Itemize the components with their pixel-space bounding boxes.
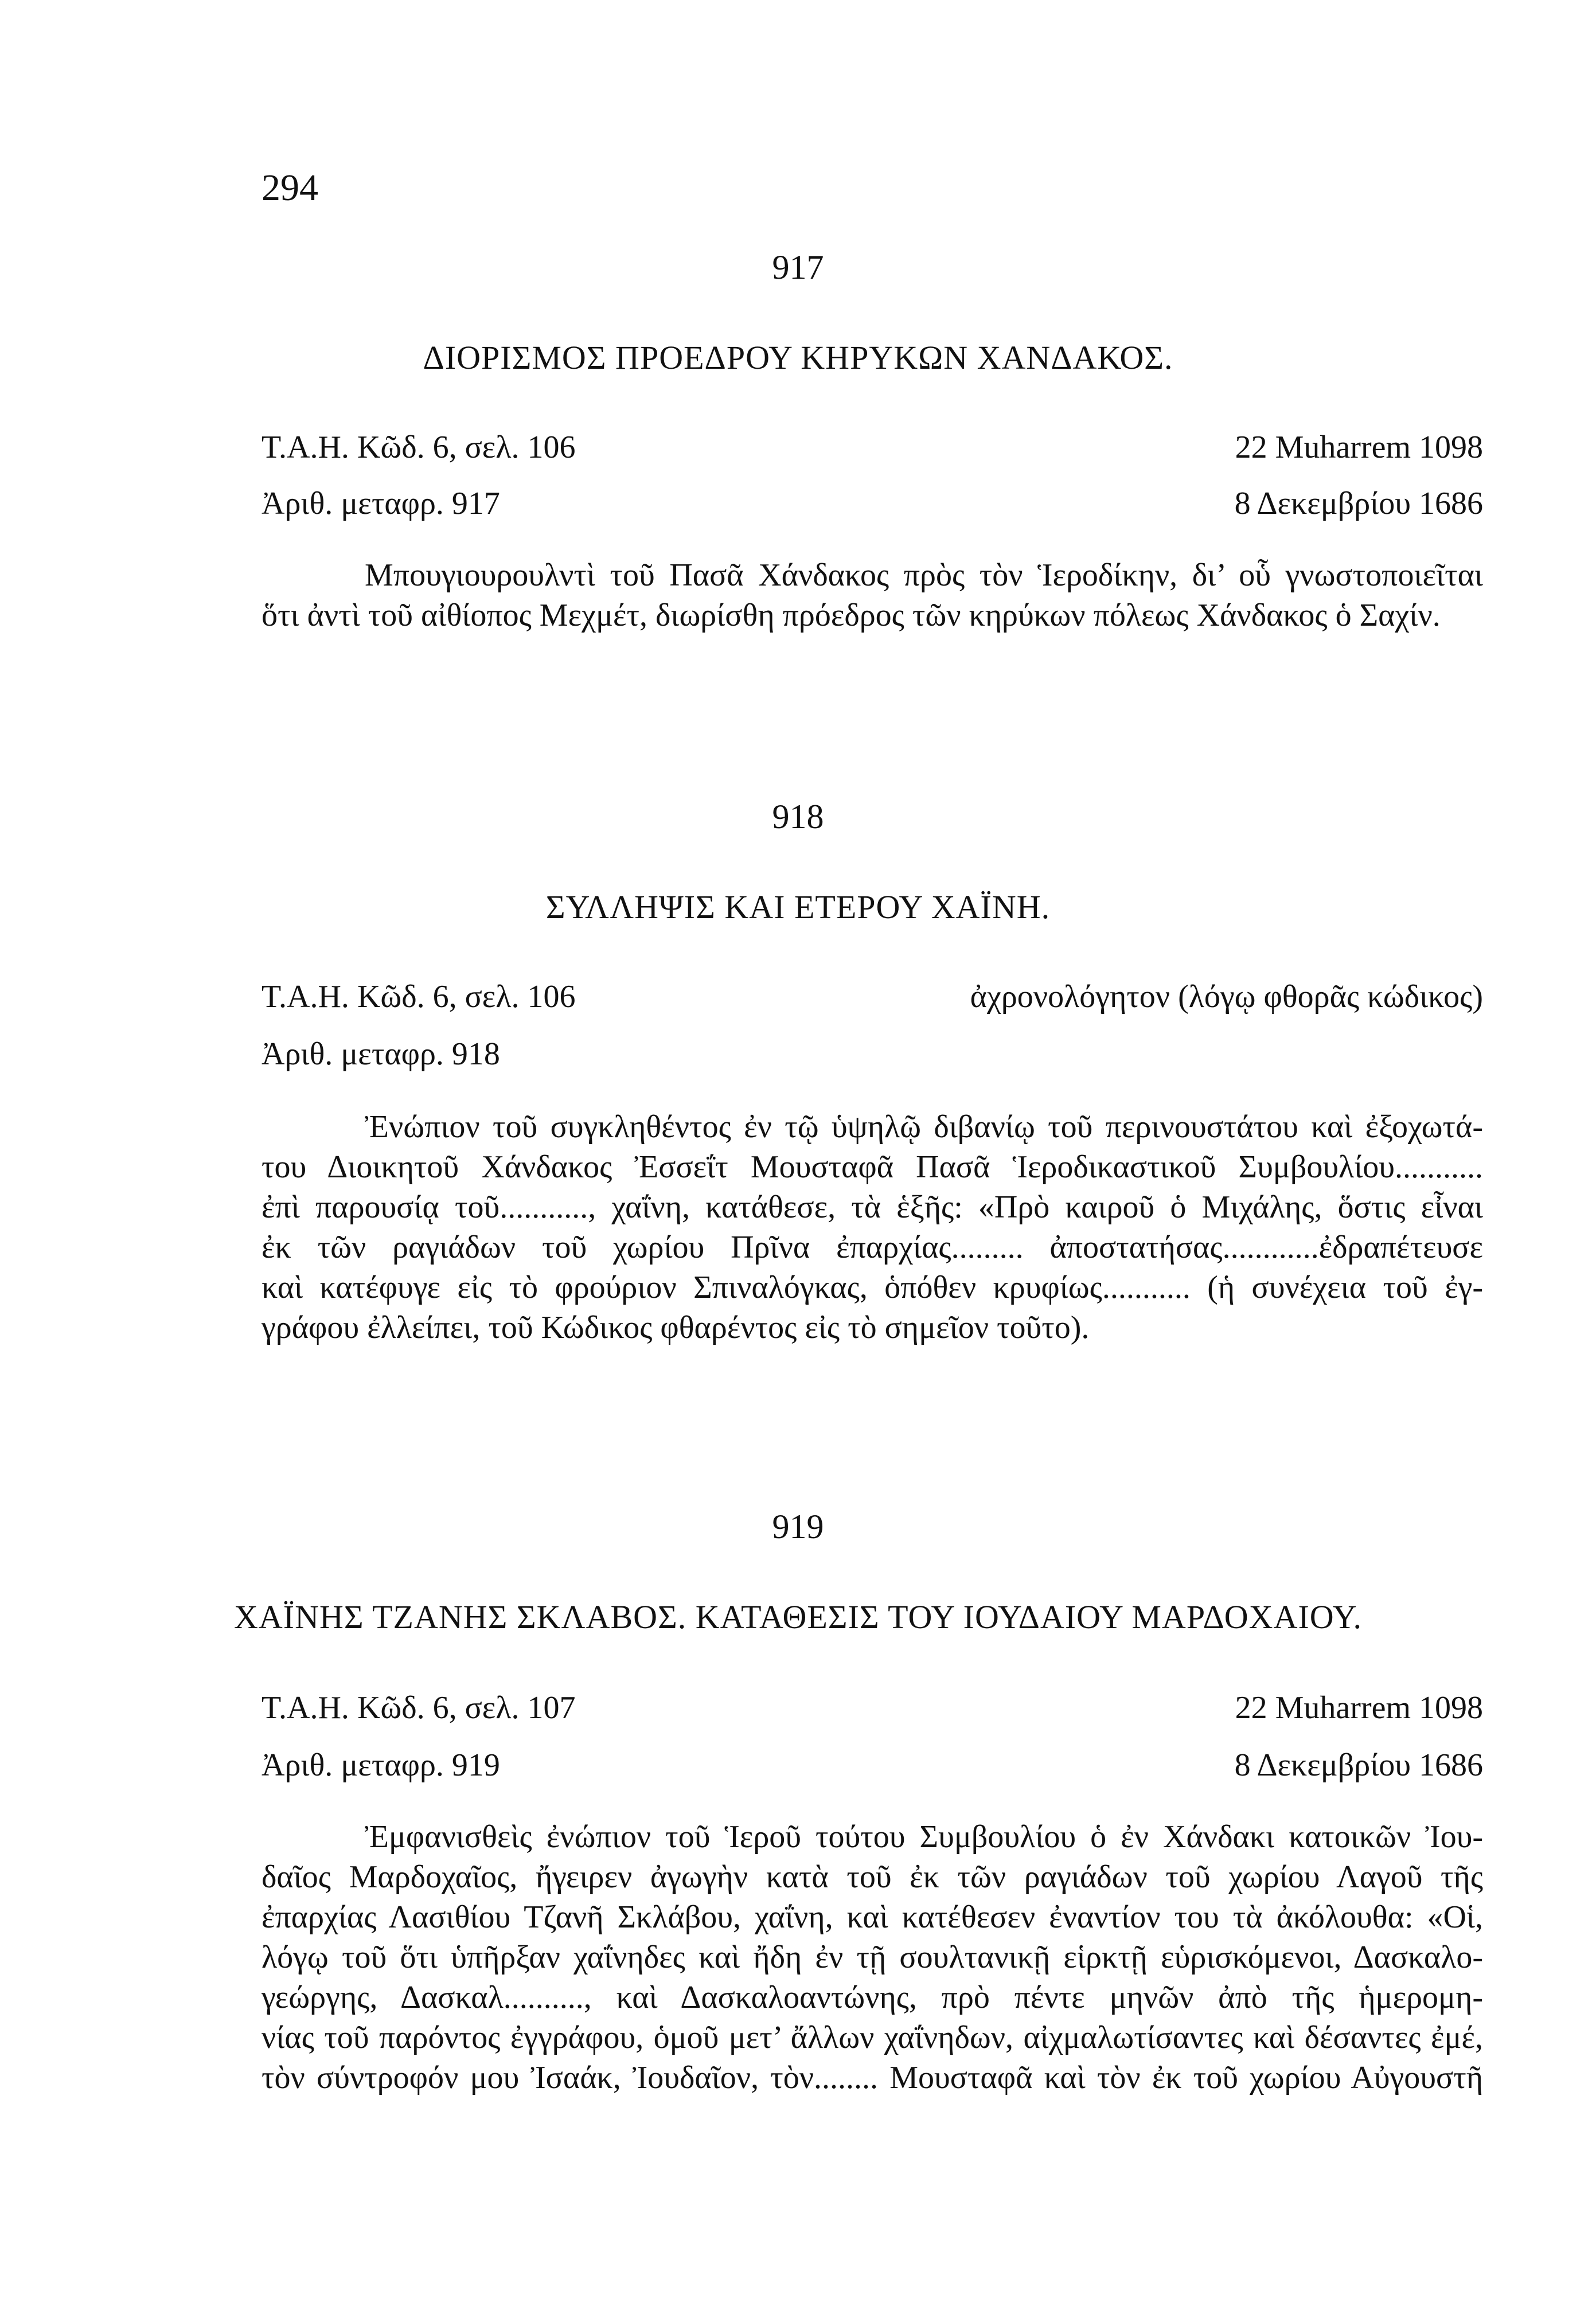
text-line: Ἐμφανισθεὶς ἐνώπιον τοῦ Ἱεροῦ τούτου Συμβουλίου ὁ ἐν Χάνδακι κατοικῶν Ἰου- [365,1819,1483,1855]
text-line: γεώργης, Δασκαλ.........., καὶ Δασκαλοαντώνης, πρὸ πέντε μηνῶν ἀπὸ τῆς ἡμερομη- [262,1980,1483,2015]
text-line: λόγῳ τοῦ ὅτι ὑπῆρξαν χαΐνηδες καὶ ἤδη ἐν τῇ σουλτανικῇ εἱρκτῇ εὑρισκόμενοι, Δασκαλο- [262,1940,1483,1975]
date-greek: 8 Δεκεμβρίου 1686 [1234,1747,1483,1783]
date-hijri: 22 Muharrem 1098 [1235,1690,1483,1726]
text-line: νίας τοῦ παρόντος ἐγγράφου, ὁμοῦ μετ’ ἄλλων χαΐνηδων, αἰχμαλωτίσαντες καὶ δέσαντες ἐμέ, [262,2020,1483,2055]
entry-number: 919 [772,1508,824,1546]
entry-text [262,1817,1483,2098]
source-reference: Τ.Α.Η. Κῶδ. 6, σελ. 107 [262,1690,576,1726]
entry-title: ΔΙΟΡΙΣΜΟΣ ΠΡΟΕΔΡΟΥ ΚΗΡΥΚΩΝ ΧΑΝΔΑΚΟΣ. [423,339,1173,376]
text-line: ὅτι ἀντὶ τοῦ αἰθίοπος Μεχμέτ, διωρίσθη πρόεδρος τῶν κηρύκων πόλεως Χάνδακος ὁ Σαχίν. [262,598,1441,633]
entry-number: 917 [772,248,824,286]
text-line: του Διοικητοῦ Χάνδακος Ἐσσεΐτ Μουσταφᾶ Πασᾶ Ἱεροδικαστικοῦ Συμβουλίου........... [262,1149,1483,1185]
translation-number: Ἀριθ. μεταφρ. 917 [262,486,500,521]
translation-number: Ἀριθ. μεταφρ. 919 [262,1747,500,1783]
text-line: δαῖος Μαρδοχαῖος, ἤγειρεν ἀγωγὴν κατὰ τοῦ ἐκ τῶν ραγιάδων τοῦ χωρίου Λαγοῦ τῆς [262,1859,1483,1895]
source-reference: Τ.Α.Η. Κῶδ. 6, σελ. 106 [262,430,576,465]
text-line: Ἐνώπιον τοῦ συγκληθέντος ἐν τῷ ὑψηλῷ διβανίῳ τοῦ περινουστάτου καὶ ἐξοχωτά- [365,1109,1483,1145]
text-line: γράφου ἐλλείπει, τοῦ Κώδικος φθαρέντος εἰς τὸ σημεῖον τοῦτο). [262,1310,1090,1345]
text-line: ἐπὶ παρουσίᾳ τοῦ..........., χαΐνη, κατάθεσε, τὰ ἑξῆς: «Πρὸ καιροῦ ὁ Μιχάλης, ὅστις εἶναι [262,1189,1483,1225]
entry-title: ΣΥΛΛΗΨΙΣ ΚΑΙ ΕΤΕΡΟΥ ΧΑΪΝΗ. [545,888,1051,926]
page-number: 294 [262,167,318,209]
text-line: ἐκ τῶν ραγιάδων τοῦ χωρίου Πρῖνα ἐπαρχίας......... ἀποστατήσας............ἐδραπέτευσε [262,1230,1483,1265]
entry-title: ΧΑΪΝΗΣ ΤΖΑΝΗΣ ΣΚΛΑΒΟΣ. ΚΑΤΑΘΕΣΙΣ ΤΟΥ ΙΟΥΔΑΙΟΥ ΜΑΡΔΟΧΑΙΟΥ. [234,1598,1362,1636]
translation-number: Ἀριθ. μεταφρ. 918 [262,1036,500,1072]
text-line: τὸν σύντροφόν μου Ἰσαάκ, Ἰουδαῖον, τὸν........ Μουσταφᾶ καὶ τὸν ἐκ τοῦ χωρίου Αὐγουστῆ [262,2060,1483,2096]
date-greek: 8 Δεκεμβρίου 1686 [1234,486,1483,521]
date-note: ἀχρονολόγητον (λόγῳ φθορᾶς κώδικος) [970,979,1483,1014]
entry-text [262,555,1483,635]
text-line: ἐπαρχίας Λασιθίου Τζανῆ Σκλάβου, χαΐνη, καὶ κατέθεσεν ἐναντίον του τὰ ἀκόλουθα: «Οἱ, [262,1899,1483,1935]
text-line: Μπουγιουρουλντὶ τοῦ Πασᾶ Χάνδακος πρὸς τὸν Ἱεροδίκην, δι’ οὗ γνωστοποιεῖται [365,557,1483,593]
date-hijri: 22 Muharrem 1098 [1235,430,1483,465]
text-line: καὶ κατέφυγε εἰς τὸ φρούριον Σπιναλόγκας, ὁπόθεν κρυφίως........... (ἡ συνέχεια τοῦ ἐγ- [262,1270,1483,1305]
entry-number: 918 [772,798,824,836]
entry-text [262,1107,1483,1348]
source-reference: Τ.Α.Η. Κῶδ. 6, σελ. 106 [262,979,576,1014]
